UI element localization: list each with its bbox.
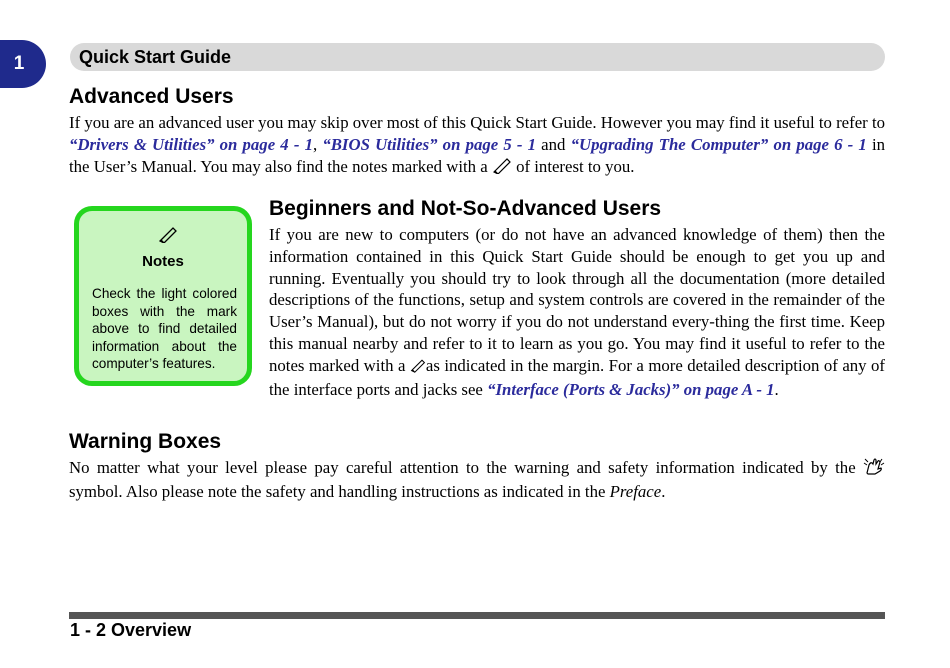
footer-rule [69,612,885,619]
warning-boxes-paragraph: No matter what your level please pay careful attention to the warning and safety information indicated by the symbol. Also please note the safety and handling instructions as indicated in the Preface. [69,457,885,503]
notes-text: Check the light colored boxes with the mark above to find detailed information about the computer’s features. [92,286,237,372]
bios-utilities-link[interactable]: “BIOS Utilities” on page 5 - 1 [322,134,537,154]
header-bar [70,43,885,71]
beginners-paragraph: If you are new to computers (or do not have an advanced knowledge of them) then the information contained in this Quick Start Guide should be enough to get you up and running. Eventually you should try to look through all the documentation (more detailed descriptions of the functions, setup and system controls are covered in the remainder of the User’s Manual), but do not worry if you do not understand every-thing the first time. Keep this manual nearby and refer to it to learn as you go. You may find it useful to refer to the notes marked with a as indicated in the margin. For a more detailed description of any of the interface ports and jacks see “Interface (Ports & Jacks)” on page A - 1. [269,225,885,399]
advanced-users-paragraph: If you are an advanced user you may skip over most of this Quick Start Guide. However you may find it useful to refer to “Drivers & Utilities” on page 4 - 1, “BIOS Utilities” on page 5 - 1 and “Upgrading The Computer” on page 6 - 1 in the User’s Manual. You may also find the notes marked with a of interest to you. [69,112,885,179]
upgrading-computer-link[interactable]: “Upgrading The Computer” on page 6 - 1 [570,134,867,154]
footer-label: 1 - 2 Overview [70,620,192,640]
warning-boxes-heading: Warning Boxes [69,430,222,453]
pencil-icon [410,357,426,379]
chapter-tab [0,40,46,88]
beginners-heading: Beginners and Not-So-Advanced Users [269,197,662,220]
notes-title: Notes [142,253,184,270]
warning-hand-icon [863,457,885,481]
chapter-number: 1 [13,53,25,74]
header-title: Quick Start Guide [79,47,232,67]
interface-ports-link[interactable]: “Interface (Ports & Jacks)” on page A - 1 [487,379,775,399]
pencil-icon [158,225,178,248]
pencil-icon [492,156,512,180]
advanced-users-heading: Advanced Users [69,85,234,108]
notes-box [74,206,252,386]
drivers-utilities-link[interactable]: “Drivers & Utilities” on page 4 - 1 [69,134,313,154]
